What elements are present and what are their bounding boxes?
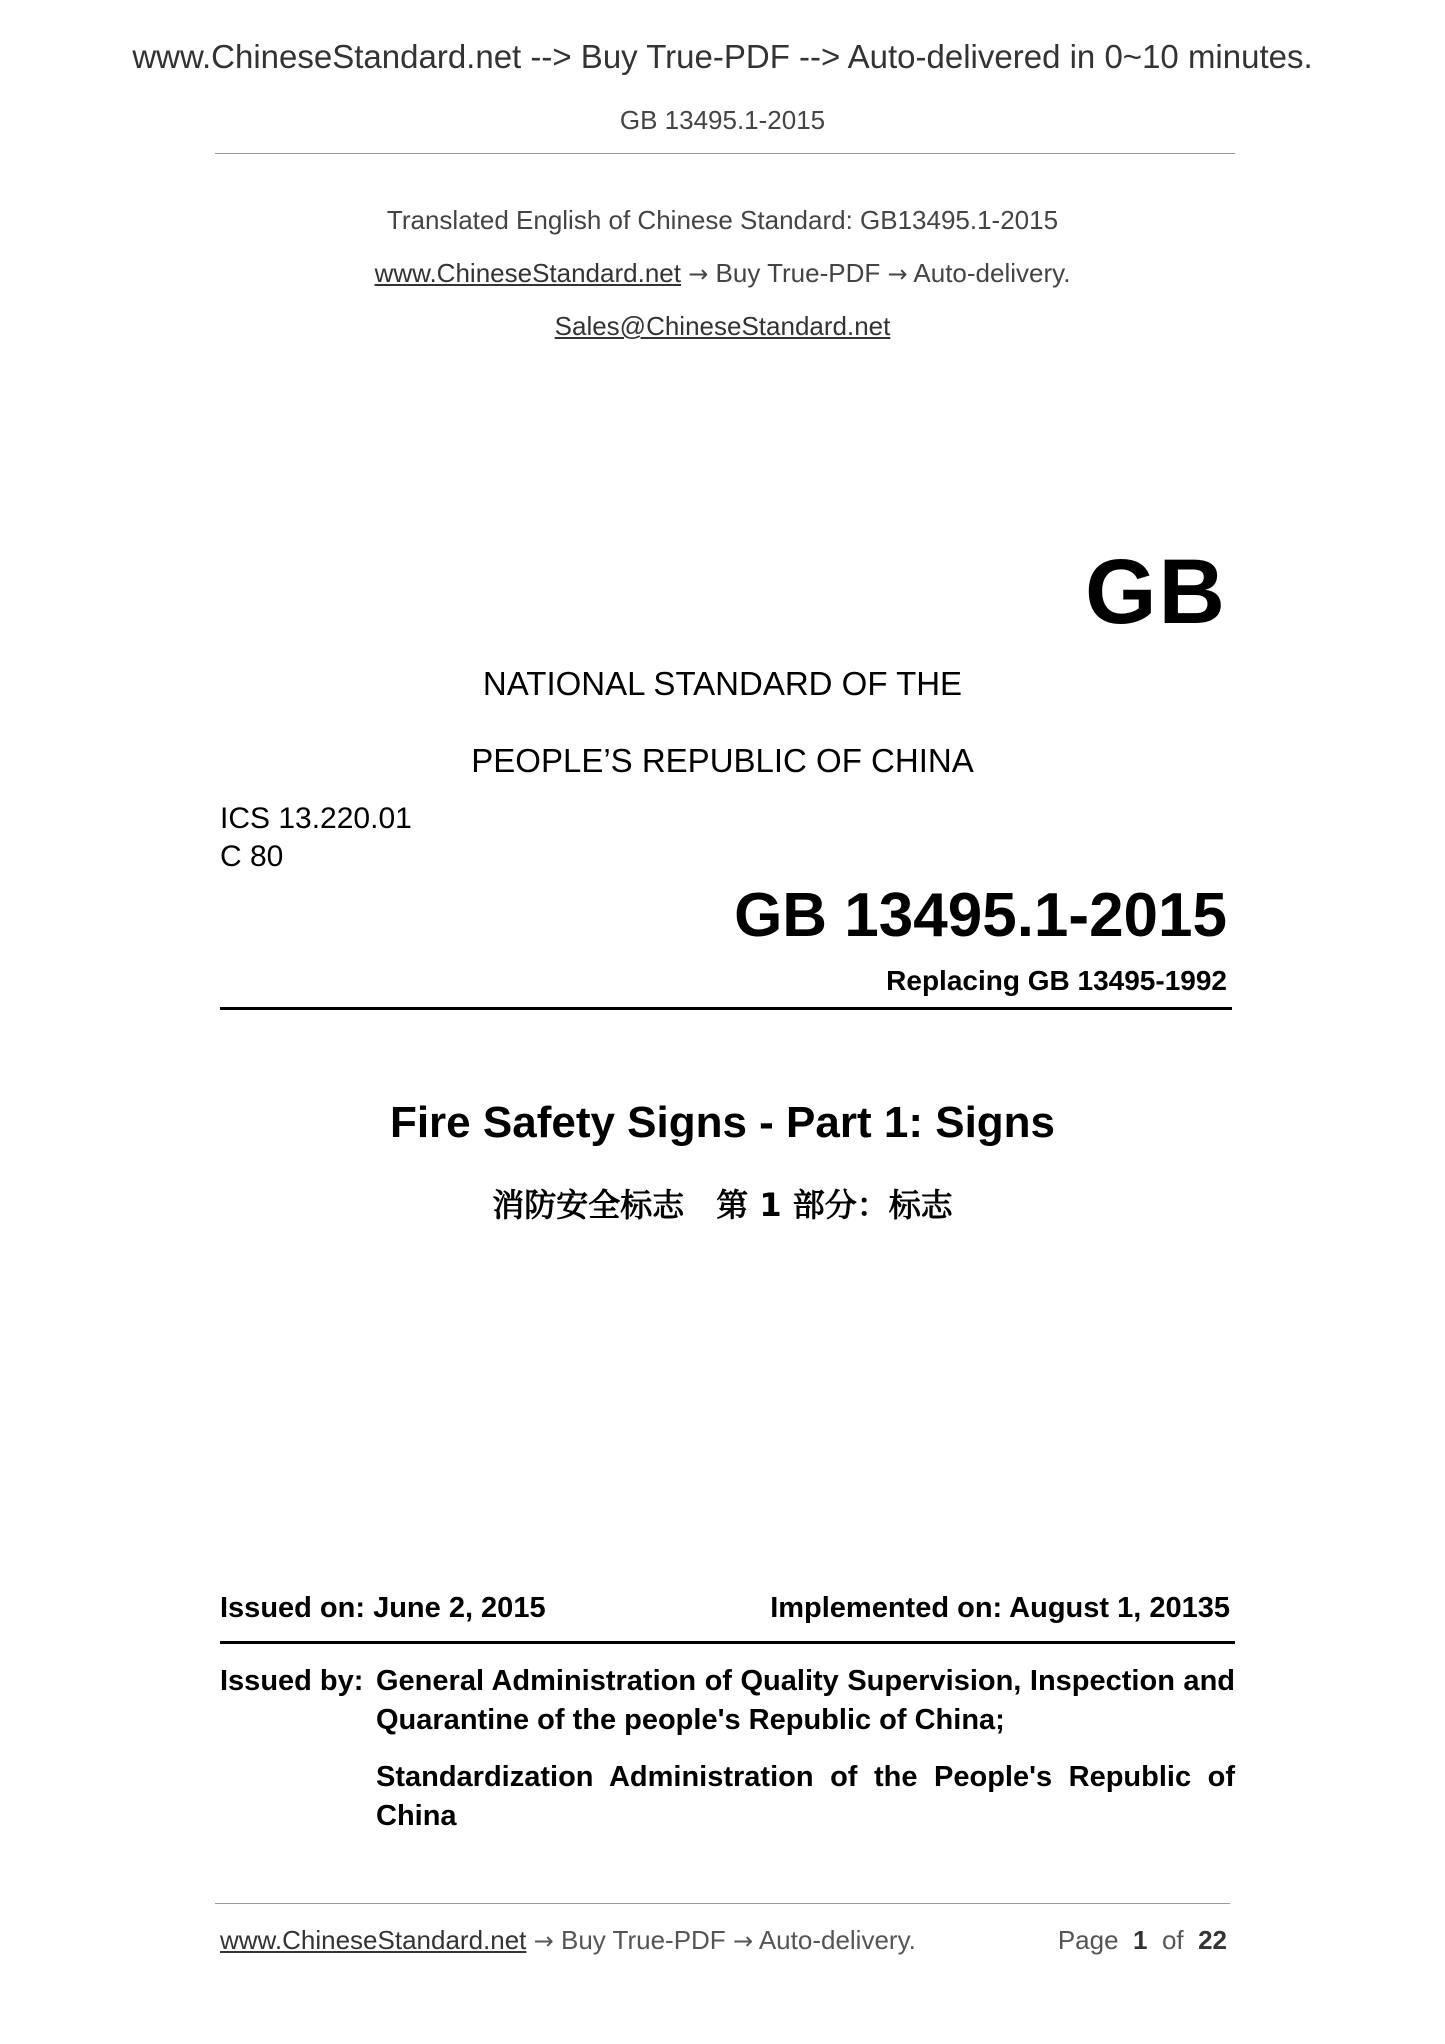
ics-code: ICS 13.220.01 — [220, 802, 412, 835]
buy-text: Buy True-PDF — [715, 258, 881, 288]
dates-divider — [220, 1641, 1235, 1644]
right-arrow-icon: → — [688, 260, 709, 288]
delivery-text: Auto-delivery. — [913, 258, 1071, 288]
right-arrow-icon: → — [887, 260, 908, 288]
replacing-note: Replacing GB 13495-1992 — [886, 965, 1227, 996]
issued-by-label: Issued by: — [220, 1665, 364, 1697]
footer-site-link[interactable]: www.ChineseStandard.net — [220, 1925, 527, 1955]
top-banner: www.ChineseStandard.net --> Buy True-PDF --> Auto-delivered in 0~10 minutes. — [132, 38, 1313, 75]
standard-number: GB 13495.1-2015 — [734, 881, 1227, 950]
issued-by-block — [220, 1662, 1235, 1836]
of-label: of — [1161, 1925, 1184, 1955]
issuer-1: General Administration of Quality Supervision, Inspection and Quarantine of the people's Republic of China; — [376, 1665, 1235, 1736]
page-total: 22 — [1198, 1925, 1227, 1955]
footer-buy-text: Buy True-PDF — [560, 1925, 726, 1955]
footer-links — [220, 1925, 916, 1956]
right-arrow-icon: → — [533, 1927, 554, 1955]
right-arrow-icon: → — [732, 1927, 754, 1955]
document-title-english: Fire Safety Signs - Part 1: Signs — [389, 1098, 1056, 1147]
page-number: 1 — [1133, 1925, 1148, 1955]
sales-email-link[interactable]: Sales@ChineseStandard.net — [554, 311, 891, 341]
national-standard-line1: NATIONAL STANDARD OF THE — [482, 665, 963, 702]
page-indicator — [1058, 1925, 1227, 1956]
header-divider — [215, 153, 1235, 154]
implemented-on-date: Implemented on: August 1, 20135 — [770, 1592, 1230, 1624]
title-divider — [220, 1007, 1232, 1010]
header-standard-code: GB 13495.1-2015 — [619, 105, 826, 135]
translation-note: Translated English of Chinese Standard: GB13495.1-2015 — [386, 205, 1059, 235]
translation-links — [0, 258, 1445, 289]
email-line — [0, 311, 1445, 342]
page-label: Page — [1057, 1925, 1119, 1955]
national-standard-line2: PEOPLE’S REPUBLIC OF CHINA — [471, 742, 974, 779]
gb-logo: GB — [1085, 541, 1227, 643]
document-title-chinese: 消防安全标志 第 1 部分：标志 — [492, 1186, 953, 1224]
footer-delivery-text: Auto-delivery. — [758, 1925, 916, 1955]
issued-on-date: Issued on: June 2, 2015 — [220, 1592, 546, 1624]
issuer-2: Standardization Administration of the People's Republic of China — [376, 1761, 1235, 1832]
ccs-code: C 80 — [220, 840, 284, 873]
site-link[interactable]: www.ChineseStandard.net — [374, 258, 681, 288]
footer-divider — [215, 1903, 1230, 1904]
